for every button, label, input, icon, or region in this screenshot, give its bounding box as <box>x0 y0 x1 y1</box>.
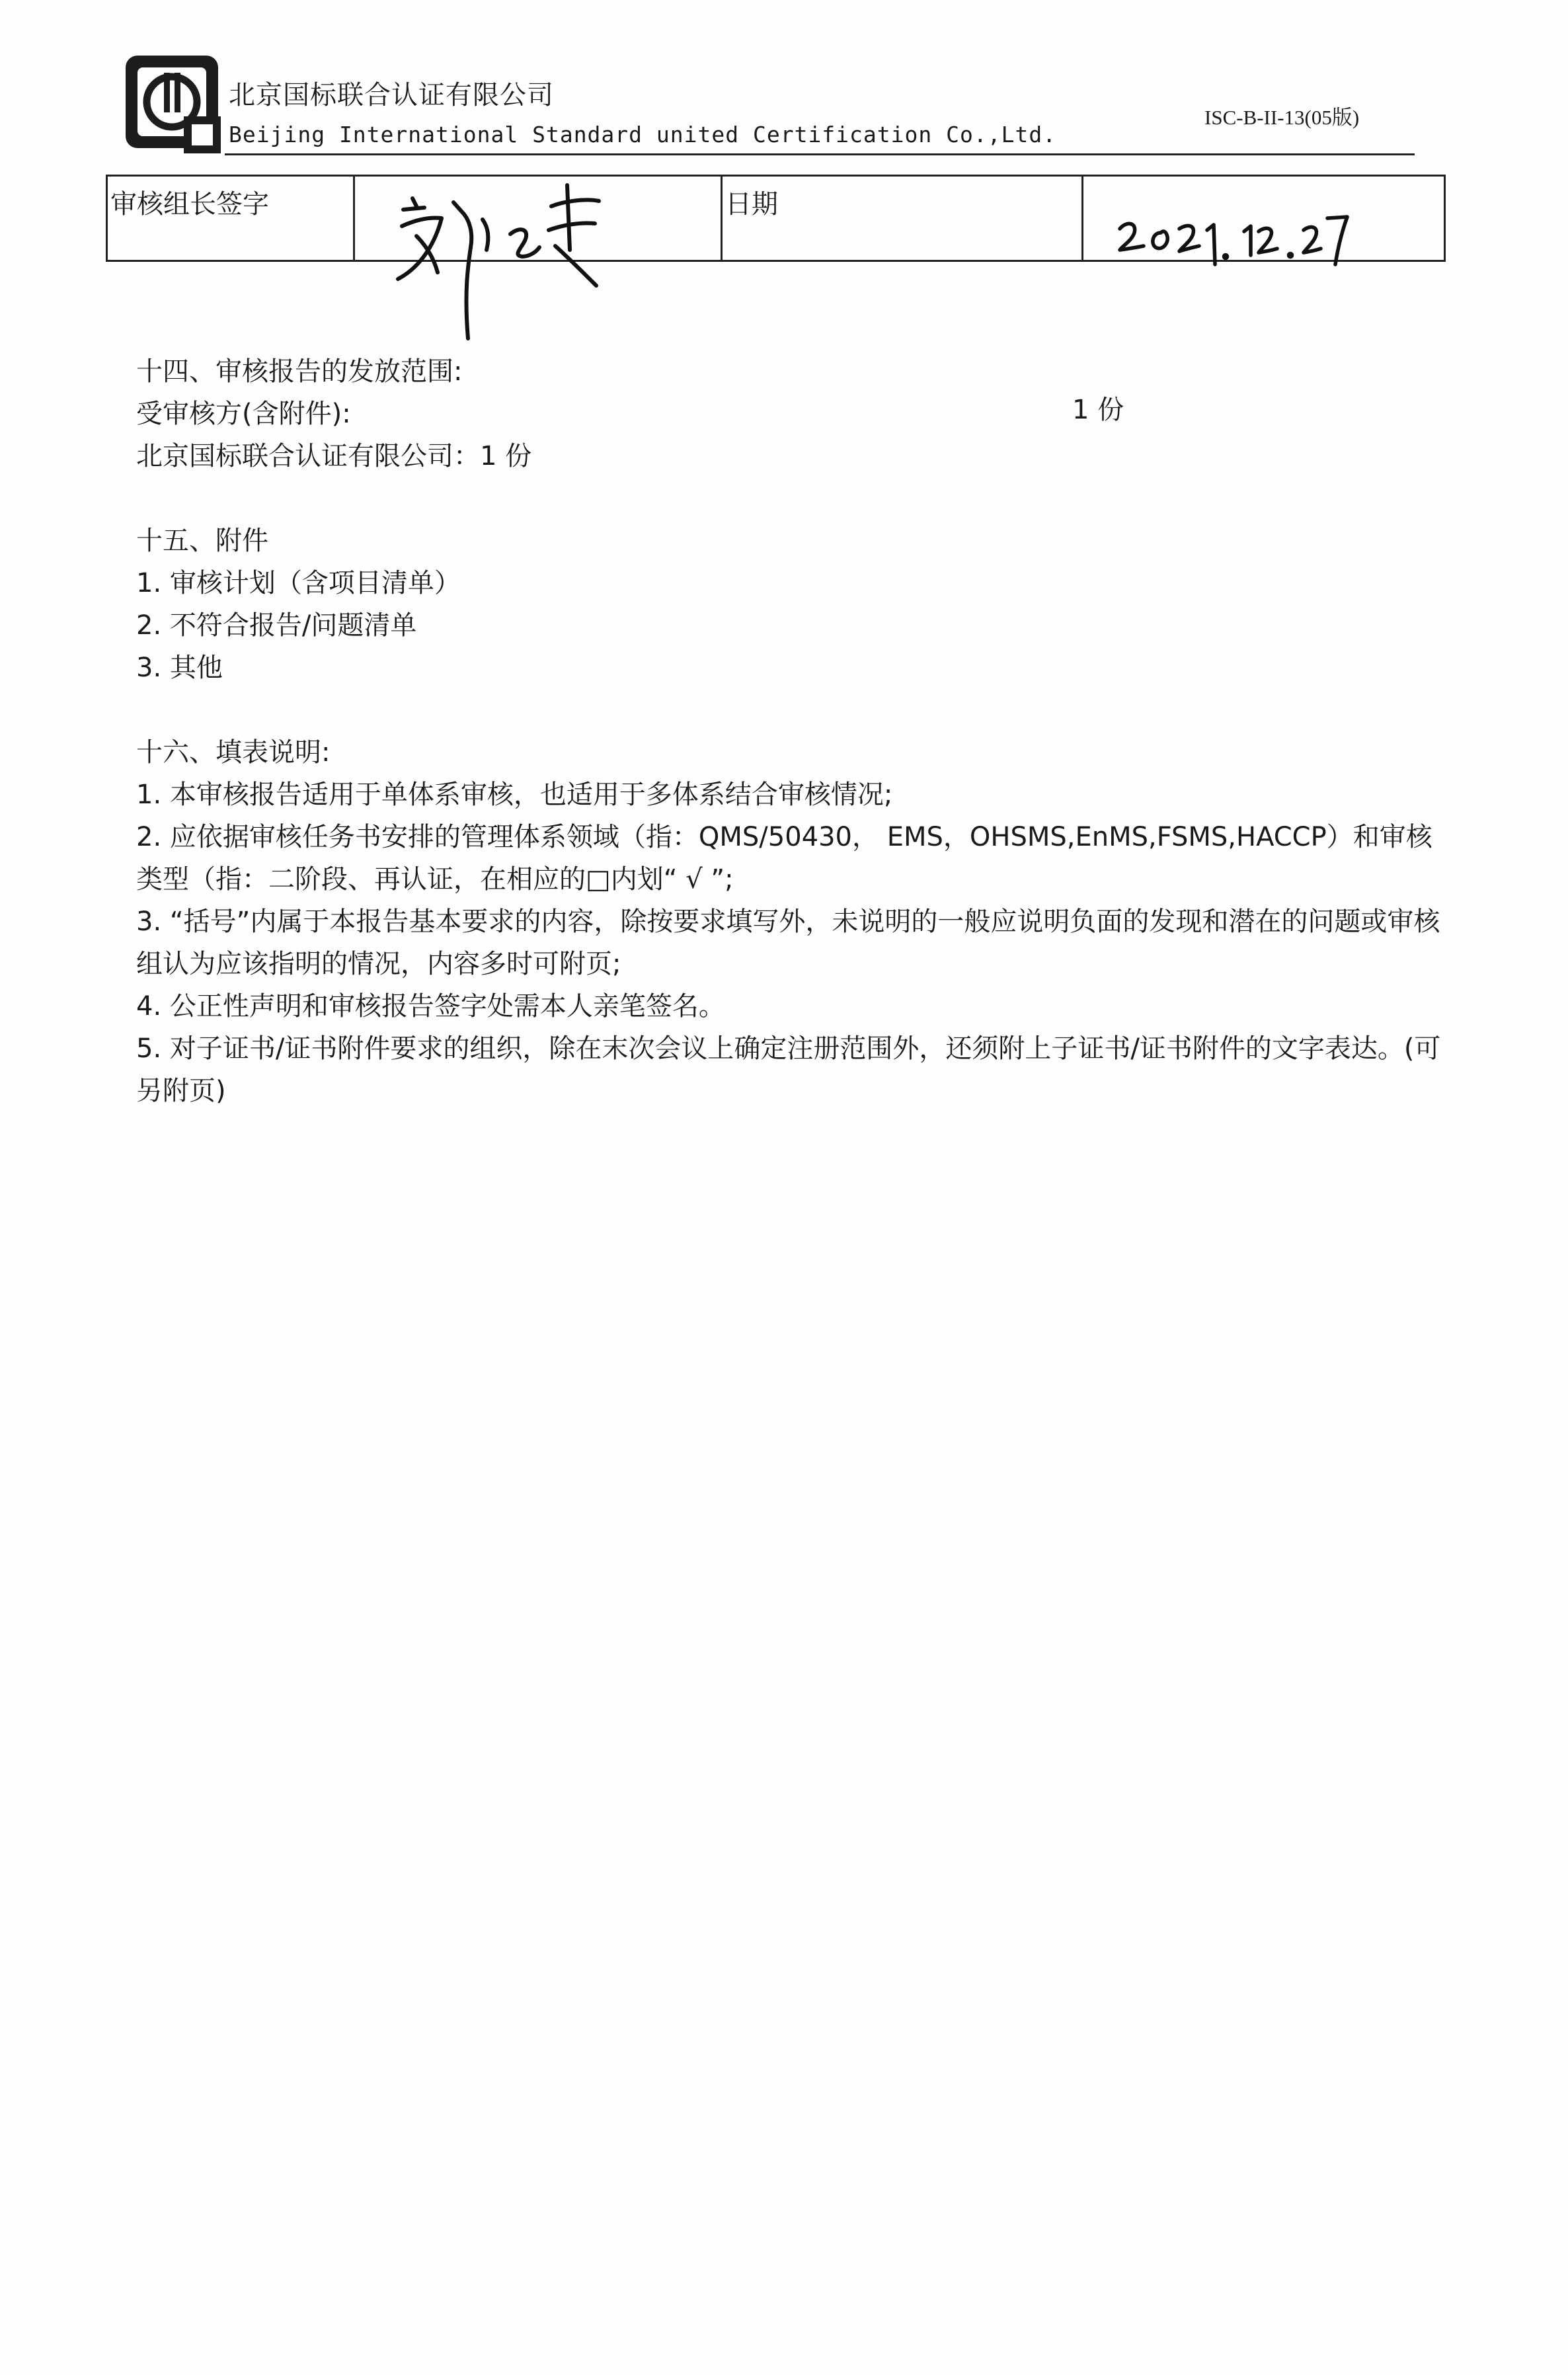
document-code: ISC-B-II-13(05版) <box>1204 106 1360 129</box>
attachment-item: 1. 审核计划（含项目清单） <box>136 568 461 598</box>
company-name-chinese: 北京国标联合认证有限公司 <box>229 80 554 110</box>
instruction-item: 1. 本审核报告适用于单体系审核，也适用于多体系结合审核情况; <box>136 780 893 810</box>
section-14-title: 十四、审核报告的发放范围: <box>136 356 463 387</box>
company-copy-line: 北京国标联合认证有限公司：1 份 <box>136 441 532 471</box>
instruction-item: 4. 公正性声明和审核报告签字处需本人亲笔签名。 <box>136 991 725 1022</box>
attachment-item: 3. 其他 <box>136 653 223 683</box>
section-16-title: 十六、填表说明: <box>136 737 331 768</box>
auditee-copy-count: 1 份 <box>1072 395 1124 425</box>
auditee-copy-row <box>136 393 1458 435</box>
instruction-item: 5. 对子证书/证书附件要求的组织，除在末次会议上确定注册范围外，还须附上子证书/证书附件的文字表达。(可另附页) <box>136 1033 1441 1106</box>
report-body <box>136 350 1458 1112</box>
handwritten-date <box>1115 198 1352 271</box>
attachment-item: 2. 不符合报告/问题清单 <box>136 610 417 641</box>
instruction-item: 2. 应依据审核任务书安排的管理体系领域（指：QMS/50430， EMS，OHSMS,EnMS,FSMS,HACCP）和审核类型（指：二阶段、再认证，在相应的□内划“ √ ”; <box>136 822 1432 895</box>
spacer <box>136 689 1458 731</box>
leader-signature-label: 审核组长签字 <box>107 176 354 261</box>
company-logo-icon <box>123 53 221 159</box>
section-15-title: 十五、附件 <box>136 526 268 556</box>
instruction-item: 3. “括号”内属于本报告基本要求的内容，除按要求填写外，未说明的一般应说明负面的发现和潜在的问题或审核组认为应该指明的情况，内容多时可附页; <box>136 906 1440 979</box>
spacer <box>136 477 1458 520</box>
handwritten-signature <box>390 173 628 345</box>
auditee-copy-label: 受审核方(含附件): <box>136 399 351 429</box>
company-name-english: Beijing International Standard united Certification Co.,Ltd. <box>229 122 1057 147</box>
header-divider <box>225 153 1415 155</box>
date-label: 日期 <box>722 176 1083 261</box>
